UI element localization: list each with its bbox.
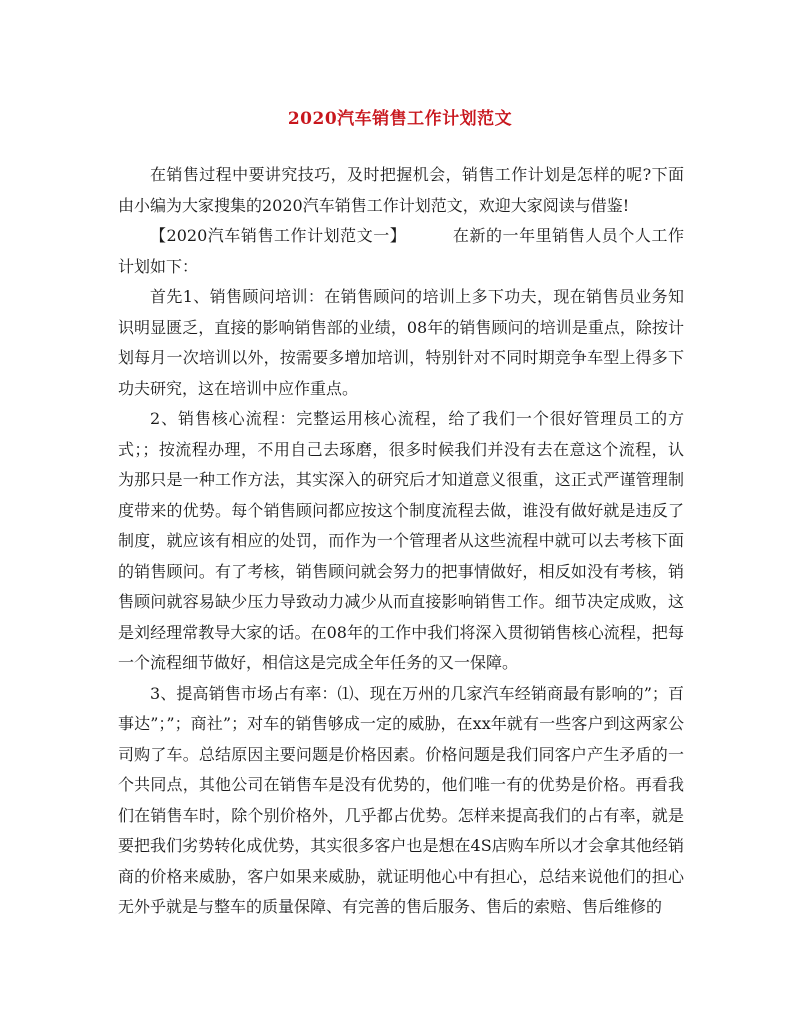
document-body xyxy=(118,160,684,923)
intro-paragraph: 在销售过程中要讲究技巧，及时把握机会，销售工作计划是怎样的呢?下面由小编为大家搜集的2020汽车销售工作计划范文，欢迎大家阅读与借鉴! xyxy=(118,165,684,215)
body-paragraph-1: 首先1、销售顾问培训：在销售顾问的培训上多下功夫，现在销售员业务知识明显匮乏，直接的影响销售部的业绩，08年的销售顾问的培训是重点，除按计划每月一次培训以外，按需要多增加培训，特别针对不同时期竞争车型上得多下功夫研究，这在培训中应作重点。 xyxy=(118,287,684,398)
body-paragraph-2: 2、销售核心流程：完整运用核心流程，给了我们一个很好管理员工的方式；；按流程办理，不用自己去琢磨，很多时候我们并没有去在意这个流程，认为那只是一种工作方法，其实深入的研究后才知道意义很重，这正式严谨管理制度带来的优势。每个销售顾问都应按这个制度流程去做，谁没有做好就是违反了制度，就应该有相应的处罚，而作为一个管理者从这些流程中就可以去考核下面的销售顾问。有了考核，销售顾问就会努力的把事情做好，相反如没有考核，销售顾问就容易缺少压力导致动力减少从而直接影响销售工作。细节决定成败，这是刘经理常教导大家的话。在08年的工作中我们将深入贯彻销售核心流程，把每一个流程细节做好，相信这是完成全年任务的又一保障。 xyxy=(118,409,684,672)
section-paragraph xyxy=(118,221,684,282)
section-lead: 在新的一年里销售人员个人工作计划如下： xyxy=(118,226,684,276)
body-paragraph-3: 3、提高销售市场占有率：⑴、现在万州的几家汽车经销商最有影响的”；百事达”；”；商社”；对车的销售够成一定的威胁，在xx年就有一些客户到这两家公司购了车。总结原因主要问题是价格因素。价格问题是我们同客户产生矛盾的一个共同点，其他公司在销售车是没有优势的，他们唯一有的优势是价格。再看我们在销售车时，除个别价格外，几乎都占优势。怎样来提高我们的占有率，就是要把我们劣势转化成优势，其实很多客户也是想在4S店购车所以才会拿其他经销商的价格来威胁，客户如果来威胁，就证明他心中有担心，总结来说他们的担心无外乎就是与整车的质量保障、有完善的售后服务、售后的索赔、售后维修的 xyxy=(118,683,684,916)
document-title: 2020汽车销售工作计划范文 xyxy=(287,109,513,129)
section-heading: 【2020汽车销售工作计划范文一】 xyxy=(150,226,407,245)
